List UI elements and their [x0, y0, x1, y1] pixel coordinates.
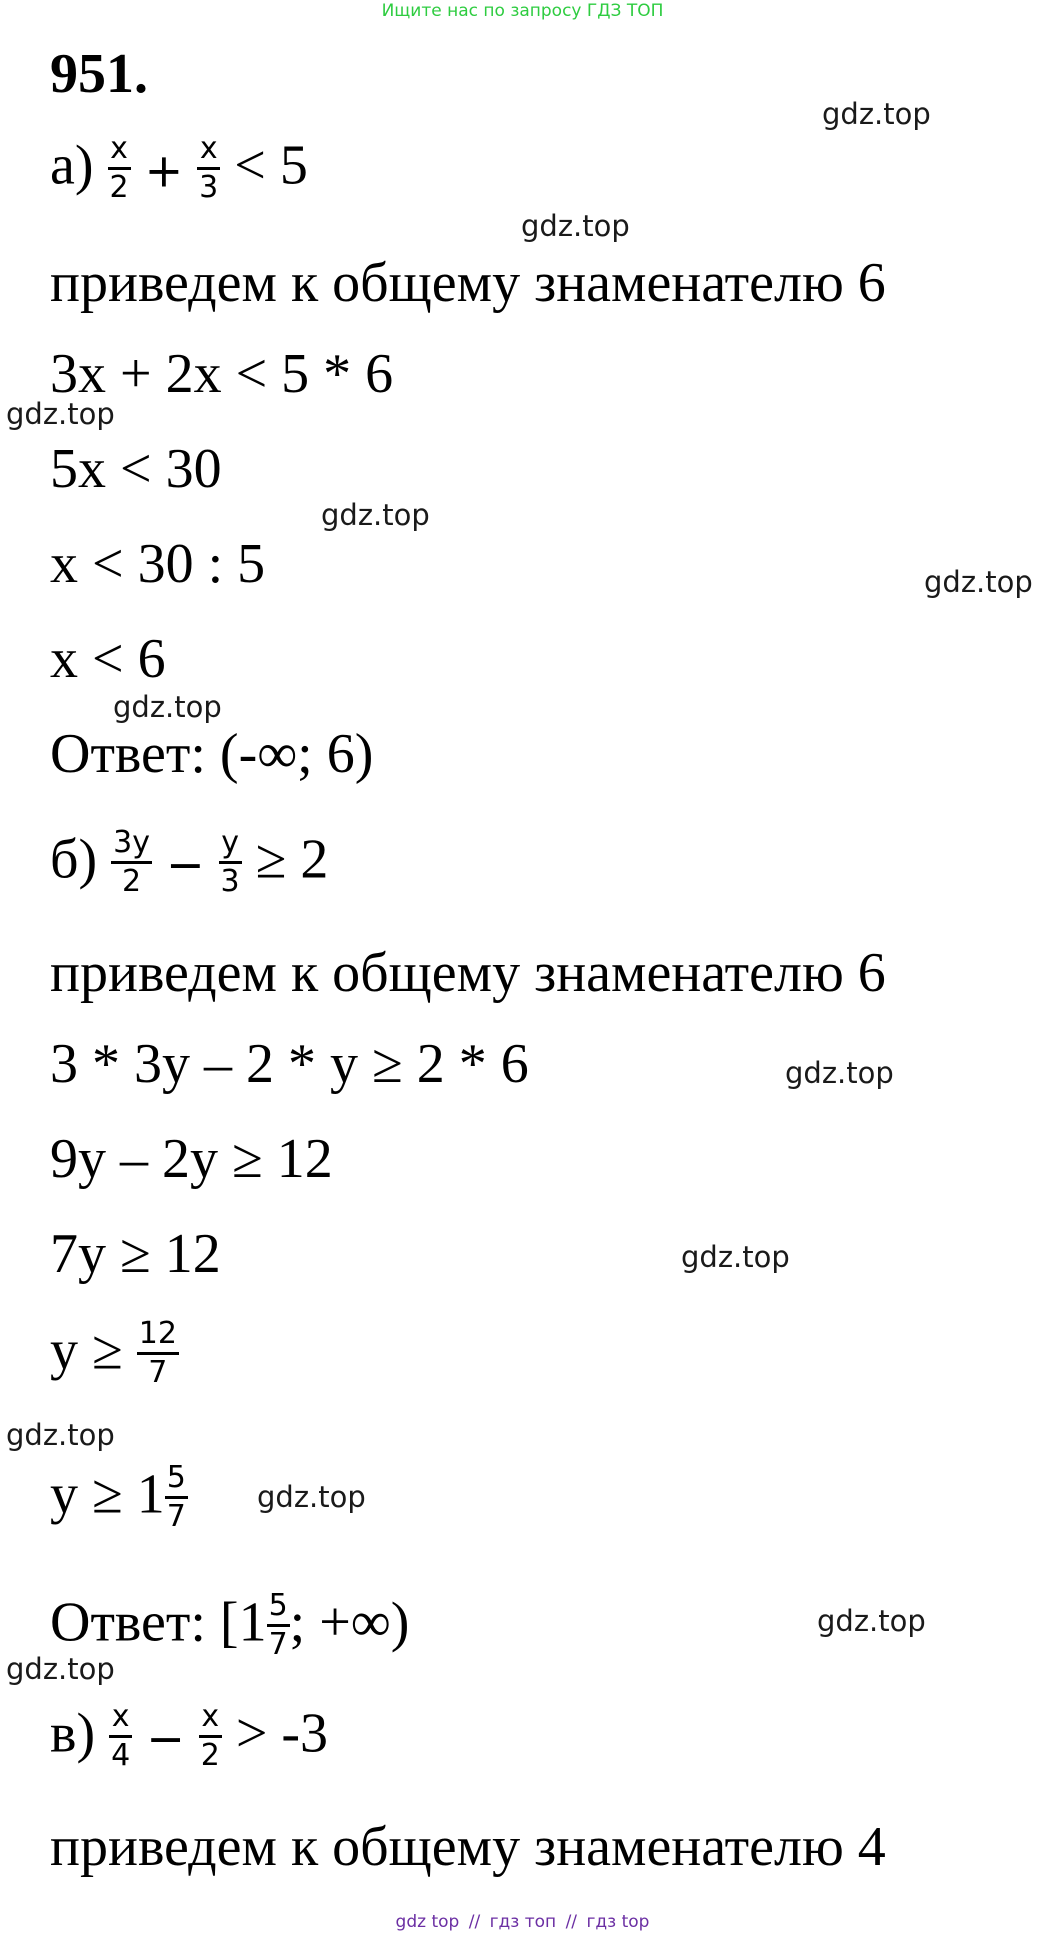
part-b-step-1: 3 * 3y – 2 * y ≥ 2 * 6 [50, 1033, 529, 1095]
part-b-step-5: y ≥ 1 $\frac{5}{7}$ [50, 1460, 186, 1534]
part-a-step-4: x < 6 [50, 628, 166, 690]
part-a-rhs: < 5 [234, 134, 308, 197]
watermark: gdz.top [785, 1056, 894, 1090]
part-a-note: приведем к общему знаменателю 6 [50, 252, 886, 314]
part-b-note: приведем к общему знаменателю 6 [50, 942, 886, 1004]
part-b-answer: Ответ: [1 $\frac{5}{7}$ ; +∞) [50, 1588, 410, 1662]
part-b-label: б) [50, 828, 98, 891]
footer-link[interactable]: gdz top [395, 1912, 460, 1932]
watermark: gdz.top [113, 690, 222, 724]
part-c-label: в) [50, 1702, 96, 1765]
part-a-fraction-2: $\frac{x}{3}$ [199, 131, 219, 205]
part-a-fraction-1: $\frac{x}{2}$ [109, 131, 129, 205]
part-c-note: приведем к общему знаменателю 4 [50, 1816, 886, 1878]
part-a-answer: Ответ: (-∞; 6) [50, 723, 374, 785]
part-a-operator: + [144, 143, 184, 198]
footer-link[interactable]: гдз top [586, 1912, 650, 1932]
watermark: gdz.top [6, 397, 115, 431]
part-b-step-2: 9y – 2y ≥ 12 [50, 1128, 333, 1190]
part-b-fraction-2: $\frac{y}{3}$ [220, 825, 240, 899]
part-b-rhs: ≥ 2 [255, 828, 329, 891]
part-c-inequality [50, 1701, 328, 1776]
watermark: gdz.top [521, 209, 630, 243]
part-c-fraction-1: $\frac{x}{4}$ [111, 1699, 131, 1773]
watermark: gdz.top [321, 498, 430, 532]
watermark: gdz.top [817, 1604, 926, 1638]
search-hint-banner: Ищите нас по запросу ГДЗ ТОП [381, 1, 664, 21]
part-c-operator: − [146, 1711, 185, 1766]
watermark: gdz.top [822, 97, 931, 131]
part-b-step-4-fraction: $\frac{12}{7}$ [138, 1316, 177, 1390]
part-b-answer-fraction: $\frac{5}{7}$ [268, 1588, 288, 1662]
part-b-step-5-fraction: $\frac{5}{7}$ [166, 1460, 186, 1534]
watermark: gdz.top [924, 565, 1033, 599]
part-b-inequality [50, 827, 328, 902]
footer-link[interactable]: гдз топ [489, 1912, 557, 1932]
watermark: gdz.top [6, 1652, 115, 1686]
problem-number: 951. [50, 43, 148, 105]
part-a-label: а) [50, 134, 94, 197]
footer-separator: // [468, 1912, 481, 1932]
part-c-rhs: > -3 [235, 1702, 329, 1765]
part-b-step-4: y ≥ $\frac{12}{7}$ [50, 1316, 177, 1390]
part-b-step-3: 7y ≥ 12 [50, 1223, 221, 1285]
part-a-step-1: 3x + 2x < 5 * 6 [50, 343, 394, 405]
footer-links [0, 1912, 1045, 1932]
part-a-step-2: 5x < 30 [50, 438, 222, 500]
part-b-fraction-1: $\frac{3y}{2}$ [113, 825, 150, 899]
footer-separator: // [565, 1912, 578, 1932]
part-c-fraction-2: $\frac{x}{2}$ [200, 1699, 220, 1773]
watermark: gdz.top [257, 1480, 366, 1514]
part-b-operator: − [165, 837, 205, 892]
watermark: gdz.top [681, 1240, 790, 1274]
part-a-step-3: x < 30 : 5 [50, 533, 266, 595]
part-a-inequality [50, 133, 308, 208]
watermark: gdz.top [6, 1418, 115, 1452]
